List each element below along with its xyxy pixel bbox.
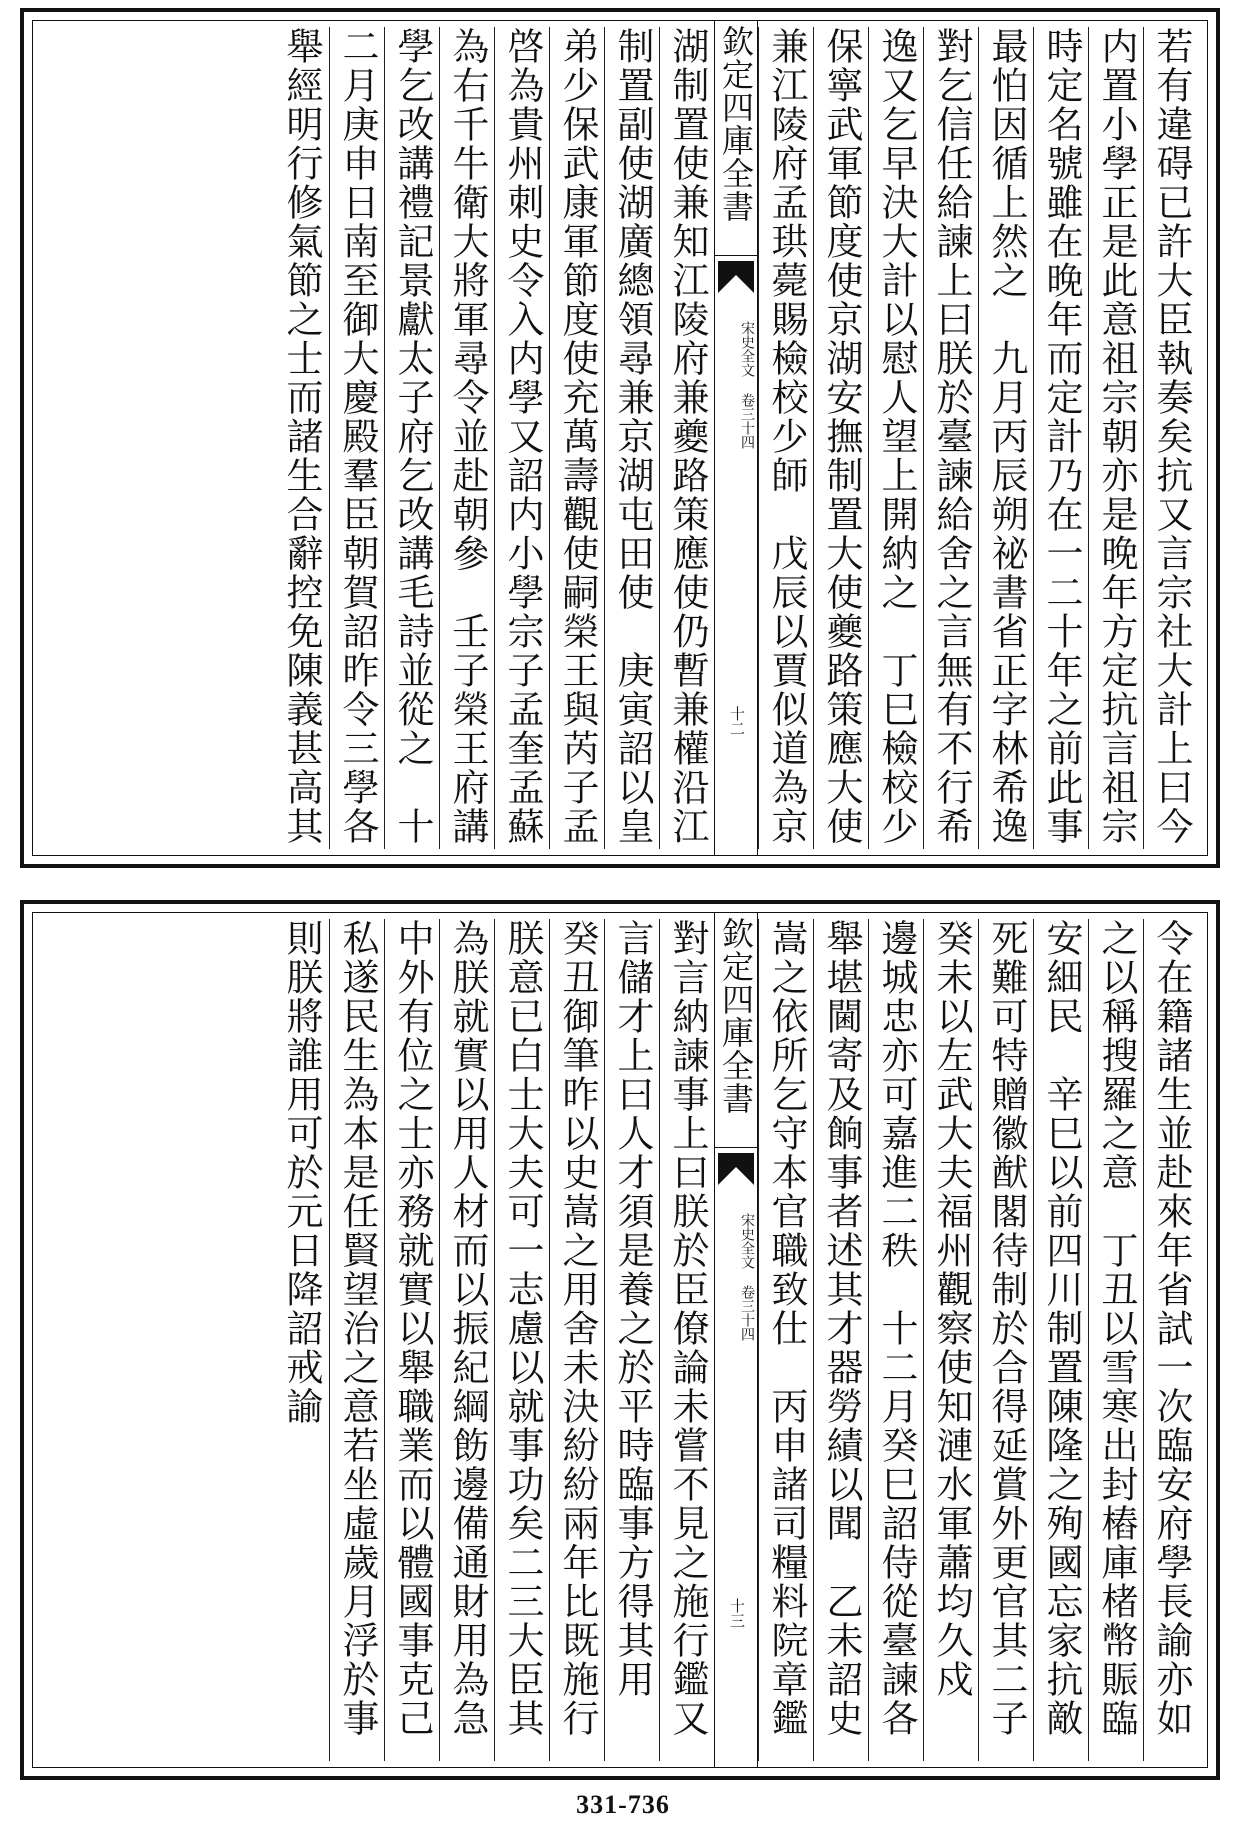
text-column: 令在籍諸生並赴來年省試一次臨安府學長諭亦如 [1143,919,1199,1761]
text-column: 則朕將誰用可於元日降詔戒諭 [280,919,323,1426]
page-number: 331-736 [576,1790,670,1819]
text-column: 兼江陵府孟珙薨賜檢校少師 戊辰以賈似道為京 [758,27,814,849]
volume-label: 宋史全文 卷三十四 [739,321,755,449]
text-column: 安細民 辛巳以前四川制置陳隆之殉國忘家抗敵 [1033,919,1089,1761]
top-page [20,8,1220,868]
text-column: 學乞改講禮記景獻太子府乞改講毛詩並從之 十 [384,27,440,849]
book-title: 欽定四庫全書 [715,917,757,1148]
fish-tail-ornament-icon [718,261,754,297]
text-column: 之以稱搜羅之意 丁丑以雪寒出封樁庫楮幣賑臨 [1088,919,1144,1761]
volume-label: 宋史全文 卷三十四 [739,1213,755,1341]
text-column: 内置小學正是此意祖宗朝亦是晚年方定抗言祖宗 [1088,27,1144,849]
text-column: 癸未以左武大夫福州觀察使知漣水軍蕭均久戍 [923,919,979,1761]
text-column: 私遂民生為本是任賢望治之意若坐虛歲月浮於事 [329,919,385,1761]
text-column: 為右千牛衛大將軍尋令並赴朝參 壬子榮王府講 [439,27,495,849]
text-column: 為朕就實以用人材而以振紀綱飭邊備通財用為急 [439,919,495,1761]
bottom-page [20,900,1220,1780]
text-column: 逸又乞早決大計以慰人望上開納之 丁巳檢校少 [868,27,924,849]
text-column: 保寧武軍節度使京湖安撫制置大使夔路策應大使 [813,27,869,849]
text-column: 制置副使湖廣總領尋兼京湖屯田使 庚寅詔以皇 [604,27,660,849]
text-column: 舉經明行修氣節之士而諸生合辭控免陳義甚高其 [280,27,323,846]
text-column: 朕意已白士大夫可一志慮以就事功矣二三大臣其 [494,919,550,1761]
text-column: 最怕因循上然之 九月丙辰朔祕書省正字林希逸 [978,27,1034,849]
fish-tail-ornament-icon [718,1153,754,1189]
text-column: 湖制置使兼知江陵府兼夔路策應使仍暫兼權沿江 [659,27,715,849]
text-column: 中外有位之士亦務就實以舉職業而以體國事克己 [384,919,440,1761]
text-column: 邊城忠亦可嘉進二秩 十二月癸巳詔侍從臺諫各 [868,919,924,1761]
center-fold [714,913,758,1767]
folio-number: 十三 [728,1598,746,1628]
text-column: 弟少保武康軍節度使充萬壽觀使嗣榮王與芮子孟 [549,27,605,849]
top-page-frame [32,20,1208,856]
text-column: 癸丑御筆昨以史嵩之用舍未決紛紛兩年比既施行 [549,919,605,1761]
center-fold [714,21,758,855]
text-column: 嵩之依所乞守本官職致仕 丙申諸司糧料院章鑑 [758,919,814,1761]
text-column: 時定名號雖在晚年而定計乃在一二十年之前此事 [1033,27,1089,849]
text-column: 舉堪閫寄及餉事者述其才器勞績以聞 乙未詔史 [813,919,869,1761]
text-column: 對言納諫事上曰朕於臣僚論未嘗不見之施行鑑又 [659,919,715,1761]
folio-number: 十二 [728,706,746,736]
text-column: 言儲才上曰人才須是養之於平時臨事方得其用 [604,919,660,1761]
text-column: 二月庚申日南至御大慶殿羣臣朝賀詔昨令三學各 [329,27,385,849]
text-column: 啓為貴州刺史令入内學又詔内小學宗子孟奎孟蘇 [494,27,550,849]
text-column: 若有違碍已許大臣執奏矣抗又言宗社大計上曰今 [1143,27,1199,849]
text-column: 對乞信任給諫上曰朕於臺諫給舍之言無有不行希 [923,27,979,849]
bottom-page-frame [32,912,1208,1768]
book-title: 欽定四庫全書 [715,25,757,256]
text-column: 死難可特贈徽猷閣待制於合得延賞外更官其二子 [978,919,1034,1761]
